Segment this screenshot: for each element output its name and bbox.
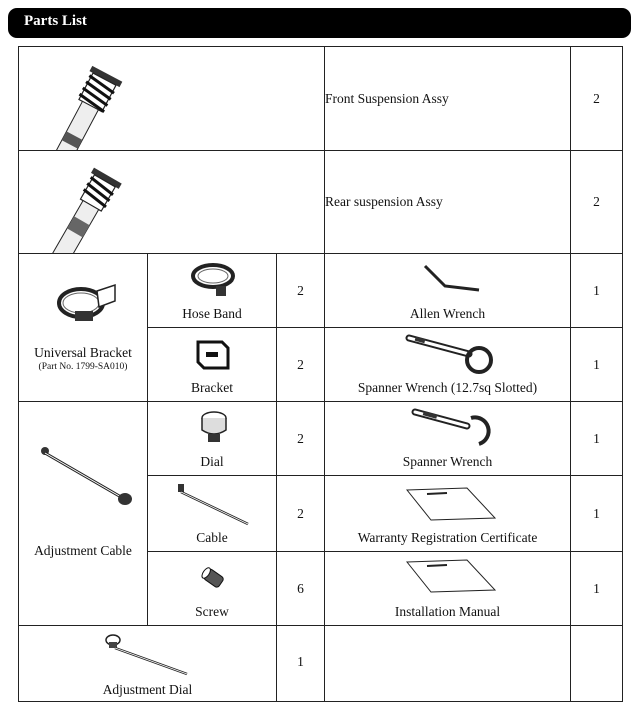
spanner-wrench-icon [409,406,499,448]
dial-icon [198,410,230,446]
screw-name: Screw [195,604,229,619]
universal-bracket-name: Universal Bracket [34,344,132,360]
hose-band-qty: 2 [277,254,325,328]
cable-icon [174,482,254,528]
spanner-wrench-qty: 1 [571,402,623,476]
universal-bracket-part-no: (Part No. 1799-SA010) [38,361,128,372]
spanner-slotted-cell [325,328,571,402]
spanner-slotted-qty: 1 [571,328,623,402]
adjustment-dial-icon [103,632,193,680]
table-row [19,254,623,328]
document-icon [403,558,499,594]
front-suspension-qty: 2 [571,47,623,151]
manual-name: Installation Manual [394,604,501,619]
allen-wrench-icon [421,262,481,296]
empty-cell [325,626,571,702]
cable-name: Cable [196,530,228,545]
hose-band-icon [188,260,238,300]
dial-qty: 2 [277,402,325,476]
adjustment-dial-cell [19,626,277,702]
screw-cell [148,552,277,626]
allen-wrench-cell [325,254,571,328]
universal-bracket-cell [19,254,148,402]
dial-name: Dial [200,454,224,469]
manual-cell [325,552,571,626]
spanner-wrench-name: Spanner Wrench [402,454,493,469]
rear-suspension-qty: 2 [571,151,623,254]
screw-qty: 6 [277,552,325,626]
table-row [19,47,623,151]
warranty-qty: 1 [571,476,623,552]
adjustment-cable-cell [19,402,148,626]
table-row [19,626,623,702]
cable-qty: 2 [277,476,325,552]
hose-clamp-bracket-icon [53,279,119,329]
adjustment-cable-icon [39,445,139,507]
rear-suspension-name: Rear suspension Assy [325,151,571,254]
table-row [19,402,623,476]
hose-band-name: Hose Band [182,306,242,321]
allen-wrench-name: Allen Wrench [409,306,486,321]
front-suspension-image-cell [19,47,325,151]
document-icon [403,486,499,522]
cable-cell [148,476,277,552]
spanner-slotted-name: Spanner Wrench (12.7sq Slotted) [357,380,538,395]
parts-table [18,46,623,702]
rear-suspension-image-cell [19,151,325,254]
spanner-wrench-cell [325,402,571,476]
warranty-name: Warranty Registration Certificate [357,530,538,545]
header-title: Parts List [24,13,87,29]
bracket-cell [148,328,277,402]
hose-band-cell [148,254,277,328]
adjustment-cable-name: Adjustment Cable [34,543,132,558]
coilover-icon [19,47,325,150]
front-suspension-name: Front Suspension Assy [325,47,571,151]
coilover-icon [19,151,325,253]
manual-qty: 1 [571,552,623,626]
bracket-icon [192,338,236,372]
parts-list-header [8,8,631,38]
empty-cell [571,626,623,702]
adjustment-dial-qty: 1 [277,626,325,702]
spanner-slotted-icon [405,332,501,376]
bracket-qty: 2 [277,328,325,402]
table-row [19,151,623,254]
dial-cell [148,402,277,476]
screw-icon [198,566,228,592]
bracket-name: Bracket [191,380,233,395]
adjustment-dial-name: Adjustment Dial [102,682,193,697]
allen-wrench-qty: 1 [571,254,623,328]
warranty-cell [325,476,571,552]
